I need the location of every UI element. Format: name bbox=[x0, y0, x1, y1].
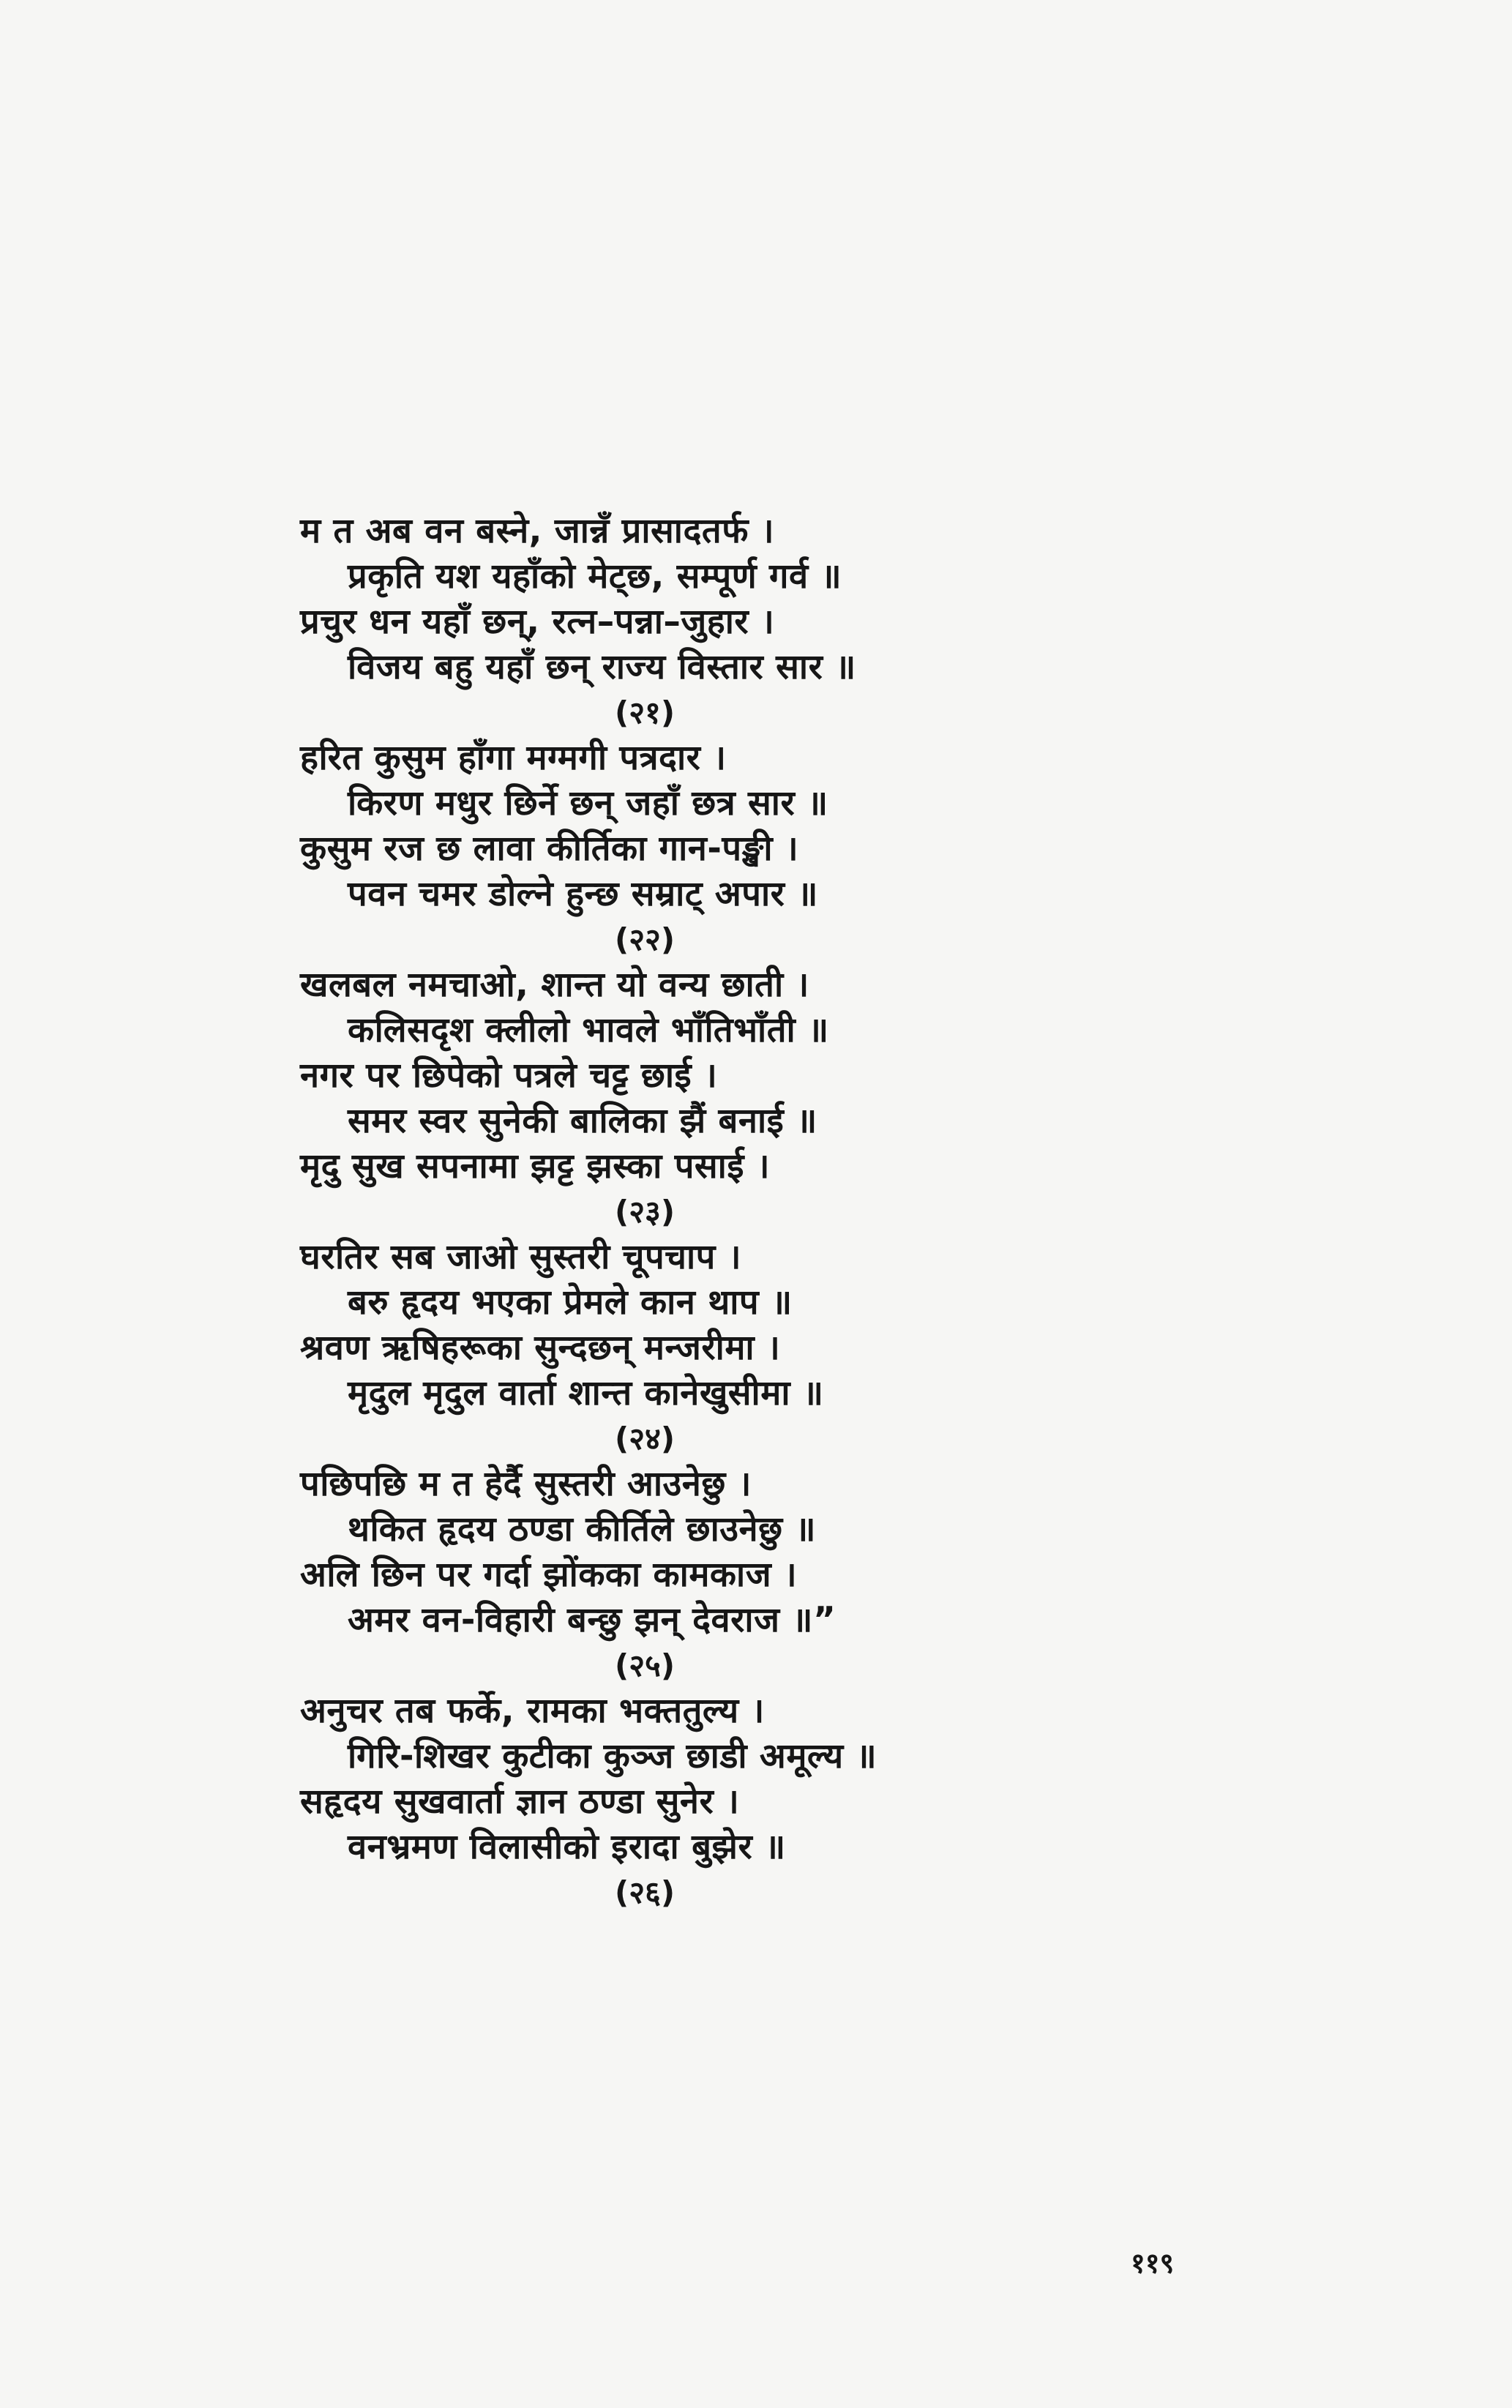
stanza-number: (२१) bbox=[615, 695, 675, 730]
verse-line: म त अब वन बस्ने, जान्नँ प्रासादतर्फ । bbox=[300, 511, 775, 551]
verse-line: सहृदय सुखवार्ता ज्ञान ठण्डा सुनेर । bbox=[300, 1781, 740, 1822]
page-number: ११९ bbox=[1131, 2247, 1175, 2279]
stanza bbox=[300, 962, 1003, 1235]
poem-body bbox=[300, 509, 1003, 1915]
stanza bbox=[300, 509, 1003, 736]
verse-line: प्रकृति यश यहाँको मेट्छ, सम्पूर्ण गर्व ॥ bbox=[348, 556, 842, 597]
verse-line: बरु हृदय भएका प्रेमले कान थाप ॥ bbox=[348, 1282, 793, 1323]
verse-line: अनुचर तब फर्के, रामका भक्ततुल्य । bbox=[300, 1691, 765, 1731]
stanza bbox=[300, 1462, 1003, 1689]
verse-line: थकित हृदय ठण्डा कीर्तिले छाउनेछु ॥ bbox=[348, 1509, 817, 1549]
verse-line: अलि छिन पर गर्दा झोंकका कामकाज । bbox=[300, 1555, 798, 1595]
stanza bbox=[300, 736, 1003, 962]
verse-line: मृदु सुख सपनामा झट्ट झस्का पसाई । bbox=[300, 1146, 771, 1186]
stanza bbox=[300, 1235, 1003, 1462]
verse-line: खलबल नमचाओ, शान्त यो वन्य छाती । bbox=[300, 965, 809, 1005]
verse-line: पवन चमर डोल्ने हुन्छ सम्राट् अपार ॥ bbox=[348, 874, 818, 914]
verse-line: विजय बहु यहाँ छन् राज्य विस्तार सार ॥ bbox=[348, 647, 856, 687]
verse-line: नगर पर छिपेको पत्रले चट्ट छाई । bbox=[300, 1055, 718, 1096]
stanza-number: (२२) bbox=[615, 921, 675, 957]
verse-line: समर स्वर सुनेकी बालिका झैं बनाई ॥ bbox=[348, 1101, 817, 1141]
stanza-number: (२५) bbox=[615, 1648, 675, 1683]
verse-line: अमर वन-विहारी बन्छु झन् देवराज ॥” bbox=[348, 1600, 837, 1640]
verse-line: हरित कुसुम हाँगा मग्मगी पत्रदार । bbox=[300, 738, 727, 778]
verse-line: किरण मधुर छिर्ने छन् जहाँ छत्र सार ॥ bbox=[348, 783, 828, 823]
stanza-number: (२३) bbox=[615, 1194, 675, 1230]
verse-line: पछिपछि म त हेर्दै सुस्तरी आउनेछु । bbox=[300, 1464, 752, 1504]
verse-line: कुसुम रज छ लावा कीर्तिका गान-पङ्खी । bbox=[300, 829, 799, 869]
verse-line: मृदुल मृदुल वार्ता शान्त कानेखुसीमा ॥ bbox=[348, 1373, 824, 1413]
verse-line: श्रवण ऋषिहरूका सुन्दछन् मन्जरीमा । bbox=[300, 1328, 781, 1368]
stanza bbox=[300, 1689, 1003, 1915]
verse-line: कलिसदृश क्लीलो भावले भाँतिभाँती ॥ bbox=[348, 1010, 829, 1050]
verse-line: वनभ्रमण विलासीको इरादा बुझेर ॥ bbox=[348, 1827, 786, 1867]
stanza-number: (२६) bbox=[615, 1874, 675, 1910]
verse-line: प्रचुर धन यहाँ छन्, रत्न–पन्ना–जुहार । bbox=[300, 602, 775, 642]
verse-line: गिरि-शिखर कुटीका कुञ्ज छाडी अमूल्य ॥ bbox=[348, 1736, 877, 1776]
verse-line: घरतिर सब जाओ सुस्तरी चूपचाप । bbox=[300, 1237, 742, 1277]
stanza-number: (२४) bbox=[615, 1421, 675, 1457]
